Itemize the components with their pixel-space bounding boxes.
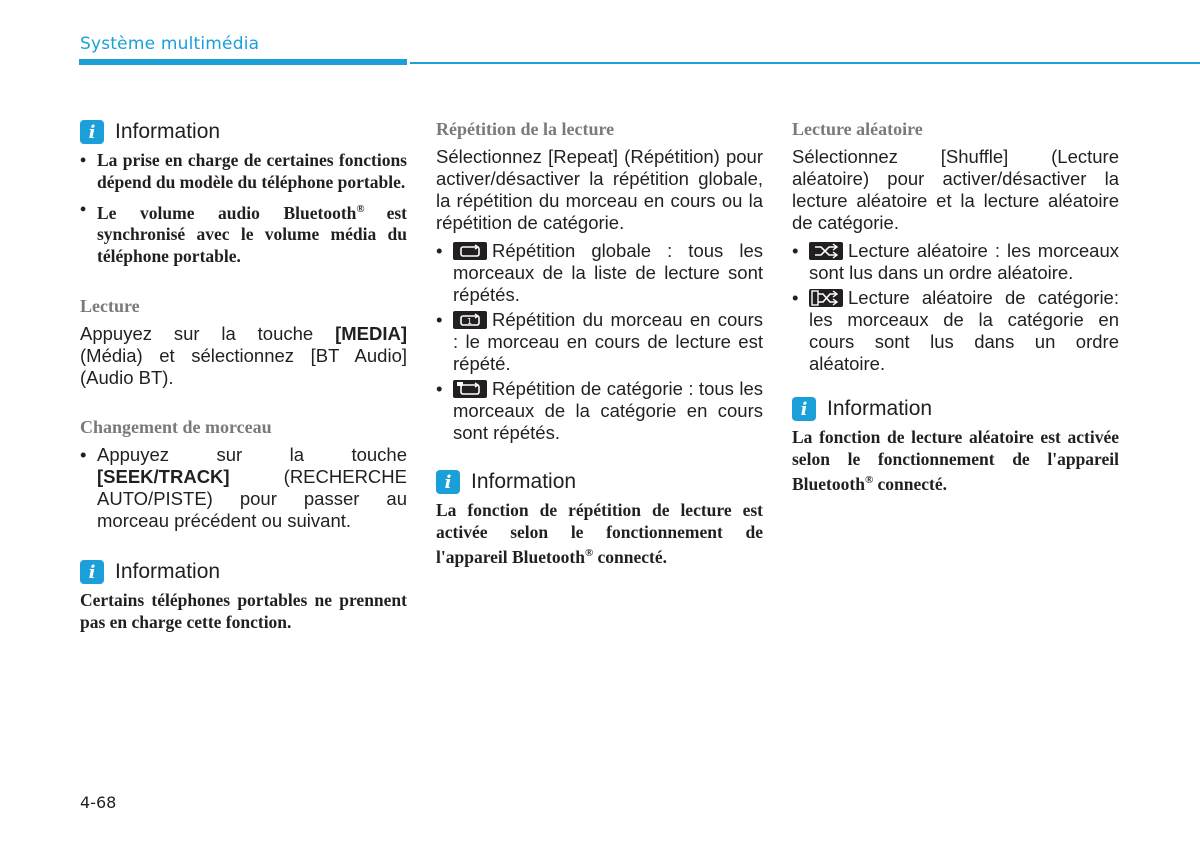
list-item-text: Lecture aléatoire : les morceaux sont lus dans un ordre aléatoire. (809, 240, 1119, 283)
section-heading-lecture: Lecture (80, 296, 140, 317)
info-text: Certains téléphones portables ne prennent pas en charge cette fonction. (80, 590, 407, 632)
aleatoire-list (792, 240, 1119, 375)
repetition-list (436, 240, 763, 444)
seek-track-button-ref: [SEEK/TRACK] (97, 466, 230, 488)
list-item-text: Lecture aléatoire de catégorie: les morceaux de la catégorie en cours sont lus dans un ordre aléatoire. (809, 287, 1119, 374)
shuffle-category-icon (809, 289, 843, 307)
column-middle (436, 118, 763, 568)
registered-mark: ® (864, 474, 874, 486)
info-icon: i (80, 560, 104, 584)
registered-mark: ® (584, 547, 594, 559)
lecture-text-a: Appuyez sur la touche (80, 323, 336, 345)
column-left (80, 118, 407, 633)
info-text-b: connecté. (593, 546, 668, 567)
aleatoire-intro: Sélectionnez [Shuffle] (Lecture aléatoire) pour activer/désactiver la lecture aléatoire et la lecture aléatoire de catégorie. (792, 146, 1119, 233)
section-heading-changement: Changement de morceau (80, 417, 272, 438)
list-item (80, 444, 407, 532)
registered-mark: ® (356, 203, 387, 215)
changement-list (80, 444, 407, 532)
repeat-category-icon (453, 380, 487, 398)
info-title: Information (827, 397, 933, 420)
info-text (436, 500, 763, 568)
info-bullet-list (80, 150, 407, 267)
list-item (436, 309, 763, 375)
shuffle-icon (809, 242, 843, 260)
info-bullet: • La prise en charge de certaines fonctions dépend du modèle du téléphone portable. (80, 150, 407, 193)
lecture-text (80, 323, 407, 389)
list-item-text: Répétition de catégorie : tous les morceaux de la catégorie en cours sont répétés. (453, 378, 763, 443)
info-icon: i (436, 470, 460, 494)
section-heading-aleatoire: Lecture aléatoire (792, 119, 923, 139)
list-item-text: Répétition du morceau en cours : le morceau en cours de lecture est répété. (453, 309, 763, 374)
info-heading (80, 558, 407, 586)
repeat-all-icon (453, 242, 487, 260)
info-icon: i (792, 397, 816, 421)
info-heading (436, 468, 763, 496)
section-heading-repetition: Répétition de la lecture (436, 119, 615, 139)
list-item (436, 240, 763, 306)
info-title: Information (115, 120, 221, 143)
repeat-one-icon (453, 311, 487, 329)
header-rule-thick (79, 59, 407, 65)
info-text-b: connecté. (873, 473, 948, 494)
list-item-text: Répétition globale : tous les morceaux de la liste de lecture sont répétés. (453, 240, 763, 305)
list-item (436, 378, 763, 444)
list-item (792, 240, 1119, 284)
header-rule-thin (410, 62, 1200, 64)
changement-text-b: (RECHERCHE AUTO/PISTE) pour passer au morceau précédent ou suivant. (97, 466, 407, 532)
info-title: Information (471, 470, 577, 493)
info-text (792, 427, 1119, 495)
info-bullet (80, 199, 407, 267)
changement-text-a: Appuyez sur la touche (97, 444, 407, 466)
info-text-a: La fonction de lecture aléatoire est activée selon le fonctionnement de l'appareil Bluetooth (792, 427, 1119, 494)
media-button-ref: [MEDIA] (335, 323, 407, 345)
column-right (792, 118, 1119, 495)
info-bullet-text: Le volume audio Bluetooth (97, 202, 357, 223)
page-header-title: Système multimédia (80, 34, 260, 54)
lecture-text-b: (Média) et sélectionnez [BT Audio] (Audio BT). (80, 345, 407, 389)
repetition-intro: Sélectionnez [Repeat] (Répétition) pour activer/désactiver la répétition globale, la répétition du morceau en cours ou la répétition de catégorie. (436, 146, 763, 233)
info-icon: i (80, 120, 104, 144)
info-text-a: La fonction de répétition de lecture est activée selon le fonctionnement de l'appareil Bluetooth (436, 500, 763, 567)
info-heading (792, 395, 1119, 423)
info-title: Information (115, 560, 221, 584)
page-number: 4-68 (80, 793, 117, 812)
svg-text:1: • 1 (467, 317, 473, 326)
list-item (792, 287, 1119, 375)
info-bullet-text: est synchronisé avec le volume média du téléphone portable. (97, 202, 407, 266)
info-heading (80, 118, 407, 146)
